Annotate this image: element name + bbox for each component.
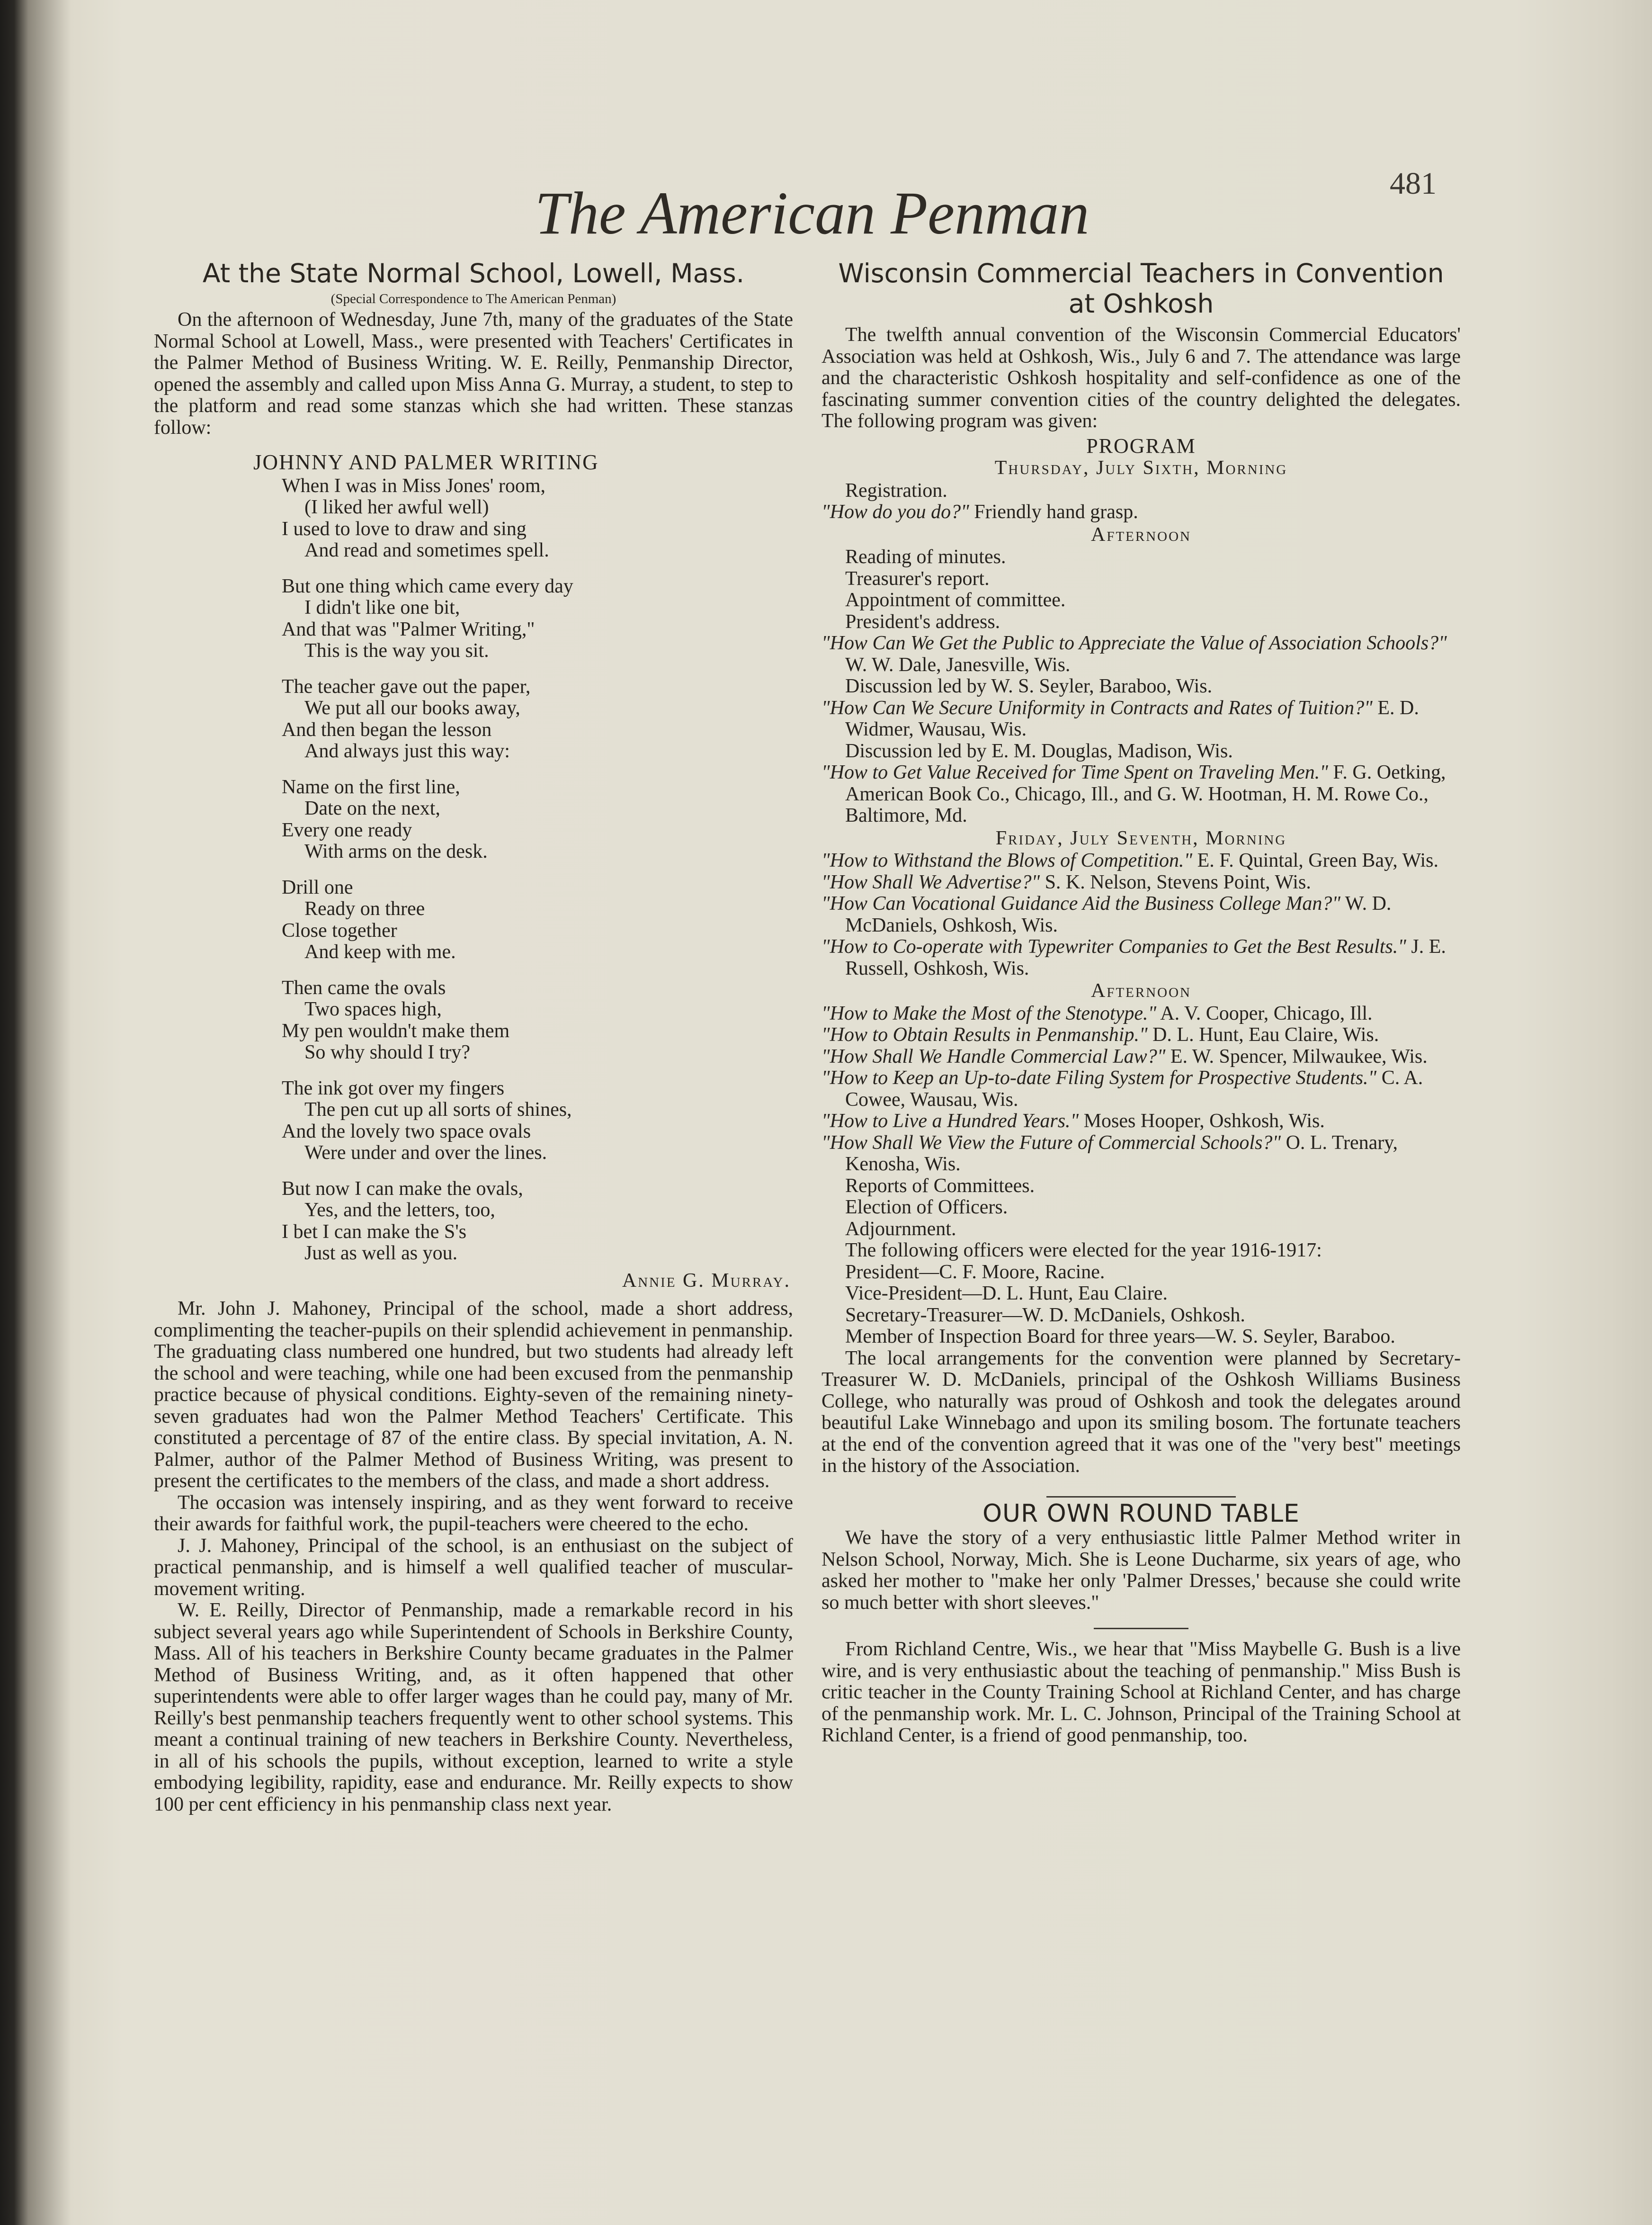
program-item-speaker: E. W. Spencer, Milwaukee, Wis. xyxy=(1165,1045,1428,1068)
poem-line: My pen wouldn't make them xyxy=(282,1020,510,1042)
poem-line: Were under and over the lines. xyxy=(304,1142,547,1164)
session-items xyxy=(822,1003,1461,1240)
program-item xyxy=(822,1046,1461,1068)
masthead-text: The American Penman xyxy=(535,182,1089,247)
poem-line: And keep with me. xyxy=(304,941,456,963)
poem-line: Ready on three xyxy=(304,898,425,920)
poem-stanza xyxy=(282,476,793,562)
program-item-speaker: A. V. Cooper, Chicago, Ill. xyxy=(1156,1002,1373,1024)
program-item xyxy=(822,893,1461,936)
program-item-title: "How to Live a Hundred Years." xyxy=(822,1110,1079,1132)
program-item-title: "How Shall We Handle Commercial Law?" xyxy=(822,1045,1166,1068)
lowell-paragraph: The occasion was intensely inspiring, and as they went forward to receive their awards for faithful work, the pupil-teachers were cheered to the echo. xyxy=(154,1491,793,1535)
poem-line: I used to love to draw and sing xyxy=(282,518,527,540)
officers-list xyxy=(822,1262,1461,1327)
poem-line: Every one ready xyxy=(282,819,412,841)
poem-stanza xyxy=(282,1078,793,1164)
program-item xyxy=(822,1132,1461,1175)
poem-title: JOHNNY AND PALMER WRITING xyxy=(253,450,599,474)
poem-line: We put all our books away, xyxy=(304,697,520,719)
masthead xyxy=(483,182,1141,249)
poem xyxy=(154,476,793,1265)
program-item xyxy=(822,850,1461,872)
convention-closing: The local arrangements for the convention were planned by Secretary-Treasurer W. D. McDaniels, principal of the Oshkosh Williams Business College, who naturally was proud of Oshkosh and took the delegates around beautiful Lake Winnebago and upon its smiling bosom. The fortunate teachers at the end of the convention agreed that it was one of the "very best" meetings in the history of the Association. xyxy=(822,1347,1461,1477)
program-item xyxy=(822,762,1461,827)
poem-line: And read and sometimes spell. xyxy=(304,539,549,561)
program-item: Registration. xyxy=(845,479,947,502)
poem-line: Name on the first line, xyxy=(282,776,460,798)
program-item-title: "How Shall We View the Future of Commercial Schools?" xyxy=(822,1131,1281,1154)
poem-stanza xyxy=(282,978,793,1064)
poem-line: I bet I can make the S's xyxy=(282,1220,467,1243)
program-item xyxy=(822,1024,1461,1046)
round-table-paragraph: From Richland Centre, Wis., we hear that "Miss Maybelle G. Bush is a live wire, and is very enthusiastic about the teaching of penmanship." Miss Bush is critic teacher in the County Training School at Richland Center, and has charge of the penmanship work. Mr. L. C. Johnson, Principal of the Training School at Richland Center, is a friend of good penmanship, too. xyxy=(822,1638,1461,1746)
program-item xyxy=(822,872,1461,894)
lowell-paragraph: J. J. Mahoney, Principal of the school, is an enthusiast on the subject of practical penmanship, and is himself a well qualified teacher of muscular-movement writing. xyxy=(154,1534,793,1600)
poem-line: The ink got over my fingers xyxy=(282,1077,505,1099)
poem-stanza xyxy=(282,1178,793,1265)
program-item: Reports of Committees. xyxy=(845,1175,1035,1197)
program-item-title: "How do you do?" xyxy=(822,501,969,523)
program-item: Discussion led by E. M. Douglas, Madison, Wis. xyxy=(845,740,1233,762)
round-table-title: OUR OWN ROUND TABLE xyxy=(982,1499,1300,1528)
poem-line: When I was in Miss Jones' room, xyxy=(282,475,546,497)
lowell-intro: On the afternoon of Wednesday, June 7th, many of the graduates of the State Normal School at Lowell, Mass., were presented with Teachers' Certificates in the Palmer Method of Business Writing. W. E. Reilly, Penmanship Director, opened the assembly and called upon Miss Anna G. Murray, a student, to step to the platform and read some stanzas which she had written. These stanzas follow: xyxy=(154,309,793,439)
paragraph-divider xyxy=(1094,1628,1188,1629)
program-item-speaker: W. W. Dale, Janesville, Wis. xyxy=(845,654,1071,676)
poem-line: But one thing which came every day xyxy=(282,575,573,597)
poem-stanza xyxy=(282,877,793,963)
program-item-title: "How to Make the Most of the Stenotype." xyxy=(822,1002,1157,1024)
poem-line: So why should I try? xyxy=(304,1041,470,1063)
program-item-speaker: D. L. Hunt, Eau Claire, Wis. xyxy=(1147,1024,1379,1046)
program-item: Election of Officers. xyxy=(845,1196,1008,1218)
poem-line: The teacher gave out the paper, xyxy=(282,675,531,698)
program-item-speaker: O. L. Trenary, Kenosha, Wis. xyxy=(845,1131,1398,1175)
poem-line: But now I can make the ovals, xyxy=(282,1177,523,1200)
program-item: Treasurer's report. xyxy=(845,567,990,590)
poem-line: Yes, and the letters, too, xyxy=(304,1199,495,1221)
poem-line: And the lovely two space ovals xyxy=(282,1120,531,1142)
program-item: Adjournment. xyxy=(845,1218,956,1240)
lowell-paragraph: W. E. Reilly, Director of Penmanship, made a remarkable record in his subject several years ago while Superintendent of Schools in Berkshire County, Mass. All of his teachers in Berkshire County became graduates in the Palmer Method of Business Writing, and, as it often happened that other superintendents were able to offer larger wages than he could pay, many of Mr. Reilly's best penmanship teachers frequently went to other school systems. This meant a continual training of new teachers in Berkshire County. Nevertheless, in all of his schools the pupils, without exception, learned to write a style embodying legibility, rapidity, ease and endurance. Mr. Reilly expects to show 100 per cent efficiency in his penmanship class next year. xyxy=(154,1599,793,1815)
program-item xyxy=(822,698,1461,741)
program-item-speaker: C. A. Cowee, Wausau, Wis. xyxy=(845,1067,1423,1111)
poem-line: Just as well as you. xyxy=(304,1242,458,1264)
article-subtitle: (Special Correspondence to The American Penman) xyxy=(330,291,616,306)
poem-line: This is the way you sit. xyxy=(304,640,489,662)
program-item xyxy=(822,1111,1461,1132)
poem-line: The pen cut up all sorts of shines, xyxy=(304,1099,572,1121)
poem-stanza xyxy=(282,676,793,763)
poem-line: Then came the ovals xyxy=(282,977,446,999)
poem-line: And always just this way: xyxy=(304,740,510,762)
session-heading: Afternoon xyxy=(1090,980,1191,1002)
poem-line: With arms on the desk. xyxy=(304,841,488,862)
session-heading: Friday, July Seventh, Morning xyxy=(995,827,1287,849)
program-item-title: "How to Keep an Up-to-date Filing System for Prospective Students." xyxy=(822,1067,1377,1089)
session-items xyxy=(822,480,1461,523)
session-heading: Afternoon xyxy=(1090,523,1191,546)
left-column xyxy=(154,258,793,1815)
program-item-speaker: Friendly hand grasp. xyxy=(969,501,1138,523)
poem-signature: Annie G. Murray. xyxy=(622,1269,791,1292)
program-item-title: "How Can We Get the Public to Appreciate the Value of Association Schools?" xyxy=(822,632,1447,654)
officer-entry: Secretary-Treasurer—W. D. McDaniels, Oshkosh. xyxy=(845,1304,1245,1326)
article-title-wisconsin: Wisconsin Commercial Teachers in Convention at Oshkosh xyxy=(838,258,1444,319)
session-items xyxy=(822,850,1461,979)
officer-entry: Vice-President—D. L. Hunt, Eau Claire. xyxy=(845,1283,1168,1304)
program-item: President's address. xyxy=(845,610,1000,633)
program-item: Discussion led by W. S. Seyler, Baraboo, Wis. xyxy=(845,675,1213,697)
program-item-title: "How Shall We Advertise?" xyxy=(822,871,1040,893)
program-item-title: "How to Co-operate with Typewriter Companies to Get the Best Results." xyxy=(822,936,1406,958)
inspection-board: Member of Inspection Board for three years—W. S. Seyler, Baraboo. xyxy=(845,1326,1395,1347)
poem-line: Close together xyxy=(282,919,397,942)
program-item-speaker: S. K. Nelson, Stevens Point, Wis. xyxy=(1040,871,1311,893)
program-item xyxy=(822,1003,1461,1025)
poem-line: And then began the lesson xyxy=(282,718,492,741)
poem-line: I didn't like one bit, xyxy=(304,597,460,619)
program-item-title: "How to Obtain Results in Penmanship." xyxy=(822,1024,1148,1046)
page-number: 481 xyxy=(1390,166,1437,201)
lowell-paragraph: Mr. John J. Mahoney, Principal of the school, made a short address, complimenting the teacher-pupils on their splendid achievement in penmanship. The graduating class numbered one hundred, but two students had already left the school and were teaching, while one had been excused from the penmanship practice because of physical conditions. Eighty-seven of the remaining ninety-seven graduates had won the Palmer Method Teachers' Certificate. This constituted a percentage of 87 of the entire class. By special invitation, A. N. Palmer, author of the Palmer Method of Business Writing, was present to present the certificates to the members of the class, and made a short address. xyxy=(154,1298,793,1492)
program-item: Appointment of committee. xyxy=(845,589,1066,611)
program-item-title: "How to Withstand the Blows of Competition." xyxy=(822,850,1193,871)
program-item-speaker: W. D. McDaniels, Oshkosh, Wis. xyxy=(845,893,1392,936)
program-heading: PROGRAM xyxy=(1086,434,1196,458)
right-column xyxy=(822,258,1461,1747)
poem-line: (I liked her awful well) xyxy=(304,496,489,518)
program-item xyxy=(822,502,1461,523)
program-item-speaker: E. F. Quintal, Green Bay, Wis. xyxy=(1192,850,1439,871)
article-title-lowell: At the State Normal School, Lowell, Mass. xyxy=(202,258,745,288)
wisconsin-intro: The twelfth annual convention of the Wisconsin Commercial Educators' Association was held at Oshkosh, Wis., July 6 and 7. The attendance was large and the characteristic Oshkosh hospitality and self-confidence as one of the fascinating summer convention cities of the country delighted the delegates. The following program was given: xyxy=(822,324,1461,432)
poem-stanza xyxy=(282,777,793,863)
program-item-speaker: E. D. Widmer, Wausau, Wis. xyxy=(845,697,1419,740)
program-item xyxy=(822,633,1461,676)
session-heading: Thursday, July Sixth, Morning xyxy=(994,457,1288,479)
officers-intro: The following officers were elected for the year 1916-1917: xyxy=(845,1239,1322,1261)
session-items xyxy=(822,547,1461,827)
section-divider xyxy=(1046,1496,1236,1498)
program-item-speaker: F. G. Oetking, American Book Co., Chicago, Ill., and G. W. Hootman, H. M. Rowe Co., Baltimore, Md. xyxy=(845,762,1446,826)
program-item: Reading of minutes. xyxy=(845,546,1006,568)
poem-line: Drill one xyxy=(282,876,353,898)
program-item-speaker: J. E. Russell, Oshkosh, Wis. xyxy=(845,936,1446,979)
program-item-speaker: Moses Hooper, Oshkosh, Wis. xyxy=(1079,1110,1325,1132)
program-item-title: "How to Get Value Received for Time Spent on Traveling Men." xyxy=(822,762,1328,783)
program-item-title: "How Can Vocational Guidance Aid the Business College Man?" xyxy=(822,893,1341,915)
poem-line: And that was "Palmer Writing," xyxy=(282,618,535,640)
round-table-paragraph: We have the story of a very enthusiastic little Palmer Method writer in Nelson School, Norway, Mich. She is Leone Ducharme, six years of age, who asked her mother to "make her only 'Palmer Dresses,' because she could write so much better with short sleeves." xyxy=(822,1527,1461,1614)
program-item xyxy=(822,1068,1461,1111)
poem-line: Date on the next, xyxy=(304,798,440,819)
poem-stanza xyxy=(282,576,793,662)
officer-entry: President—C. F. Moore, Racine. xyxy=(845,1261,1105,1283)
program-item-title: "How Can We Secure Uniformity in Contracts and Rates of Tuition?" xyxy=(822,697,1373,719)
program-item xyxy=(822,936,1461,979)
poem-line: Two spaces high, xyxy=(304,998,442,1020)
